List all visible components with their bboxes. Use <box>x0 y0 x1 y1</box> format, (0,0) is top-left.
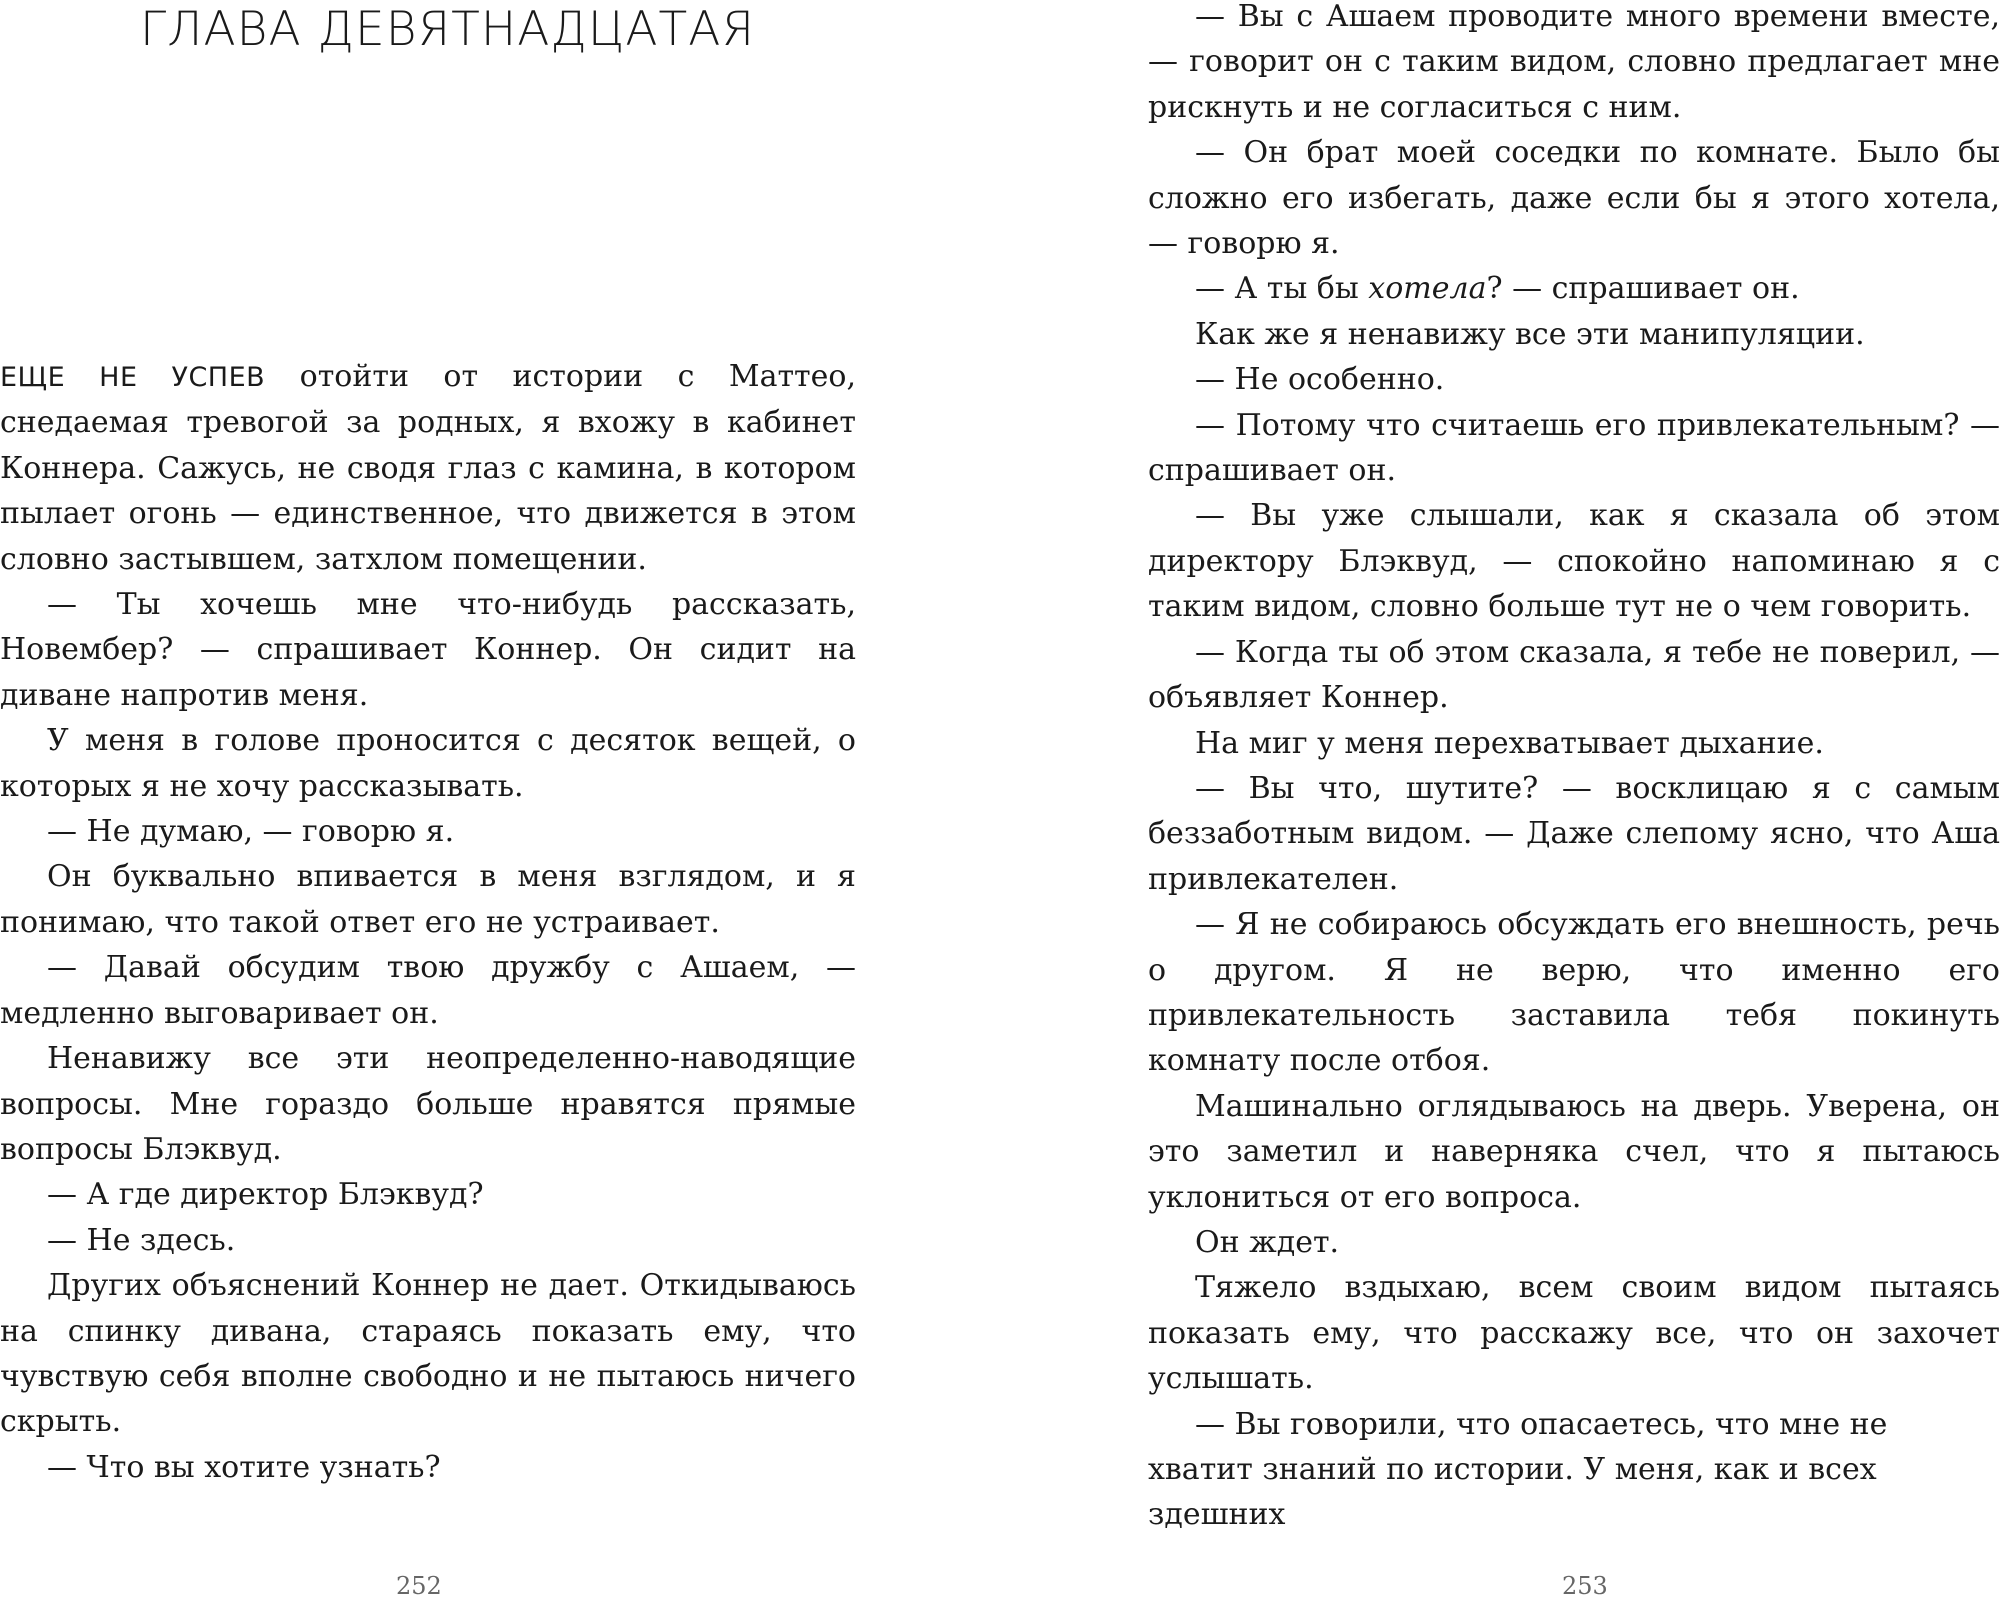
italic-line-before: — А ты бы <box>1195 271 1369 307</box>
right-page <box>1148 0 2000 1602</box>
page-number: 253 <box>1562 1572 1608 1600</box>
paragraph: — Не думаю, — говорю я. <box>47 814 455 850</box>
italic-word: хотела <box>1368 271 1487 307</box>
page-number: 252 <box>396 1572 442 1600</box>
paragraph: — Не здесь. <box>47 1222 236 1258</box>
paragraph: Тяжело вздыхаю, всем своим видом пытаясь показать ему, что расскажу все, что он захочет услышать. <box>1148 1270 2000 1397</box>
paragraph: — Давай обсудим твою дружбу с Ашаем, — медленно выговаривает он. <box>0 950 856 1031</box>
paragraph: — А где директор Блэквуд? <box>47 1177 484 1213</box>
opening-paragraph <box>0 354 856 582</box>
paragraph: — Он брат моей соседки по комнате. Было бы сложно его избегать, даже если бы я этого хотела, — говорю я. <box>1148 135 2000 262</box>
paragraph: На миг у меня перехватывает дыхание. <box>1195 725 1824 761</box>
left-page <box>0 0 856 1602</box>
paragraph: — Когда ты об этом сказала, я тебе не поверил, — объявляет Коннер. <box>1148 634 2000 716</box>
paragraph: — Что вы хотите узнать? <box>47 1449 441 1485</box>
opening-paragraph-text: отойти от истории с Маттео, снедаемая тревогой за родных, я вхожу в кабинет Коннера. Сажусь, не сводя глаз с камина, в котором пылает огонь — единственное, что движется в этом словно застывшем, затхлом помещении. <box>0 359 857 577</box>
paragraph: Ненавижу все эти неопределенно-наводящие вопросы. Мне гораздо больше нравятся прямые вопросы Блэквуд. <box>0 1041 856 1167</box>
paragraph: Других объяснений Коннер не дает. Откидываюсь на спинку дивана, стараясь показать ему, что чувствую себя вполне свободно и не пытаюсь ничего скрыть. <box>0 1268 856 1440</box>
paragraph: — Потому что считаешь его привлекательным? — спрашивает он. <box>1148 407 2000 489</box>
paragraph-continued: — Вы говорили, что опасаетесь, что мне не хватит знаний по истории. У меня, как и всех здешних <box>1148 1406 1888 1533</box>
paragraph: — Вы что, шутите? — восклицаю я с самым беззаботным видом. — Даже слепому ясно, что Аша привлекателен. <box>1148 770 2000 897</box>
paragraph: Машинально оглядываюсь на дверь. Уверена, он это заметил и наверняка счел, что я пытаюсь уклониться от его вопроса. <box>1148 1088 2000 1215</box>
paragraph: — Не особенно. <box>1195 362 1445 398</box>
paragraph: Как же я ненавижу все эти манипуляции. <box>1195 316 1865 352</box>
paragraph: — Ты хочешь мне что-нибудь рассказать, Новембер? — спрашивает Коннер. Он сидит на диване напротив меня. <box>0 587 856 713</box>
paragraph: Он буквально впивается в меня взглядом, и я понимаю, что такой ответ его не устраивает. <box>0 859 856 940</box>
paragraph: — Вы уже слышали, как я сказала об этом директору Блэквуд, — спокойно напоминаю я с таким видом, словно больше тут не о чем говорить. <box>1148 498 2000 625</box>
paragraph: У меня в голове проносится с десяток вещей, о которых я не хочу рассказывать. <box>0 723 856 804</box>
paragraph: — Вы с Ашаем проводите много времени вместе, — говорит он с таким видом, словно предлагает мне рискнуть и не согласиться с ним. <box>1148 0 2000 125</box>
paragraph-with-italic <box>1148 266 2000 311</box>
left-page-body <box>0 354 856 1490</box>
right-page-body <box>1148 0 2000 1538</box>
lead-in: ЕЩЕ НЕ УСПЕВ <box>0 362 266 393</box>
paragraph: Он ждет. <box>1195 1224 1340 1260</box>
chapter-title: ГЛАВА ДЕВЯТНАДЦАТАЯ <box>140 2 756 57</box>
italic-line-after: ? — спрашивает он. <box>1486 271 1800 307</box>
paragraph: — Я не собираюсь обсуждать его внешность, речь о другом. Я не верю, что именно его привлекательность заставила тебя покинуть комнату после отбоя. <box>1148 907 2000 1079</box>
